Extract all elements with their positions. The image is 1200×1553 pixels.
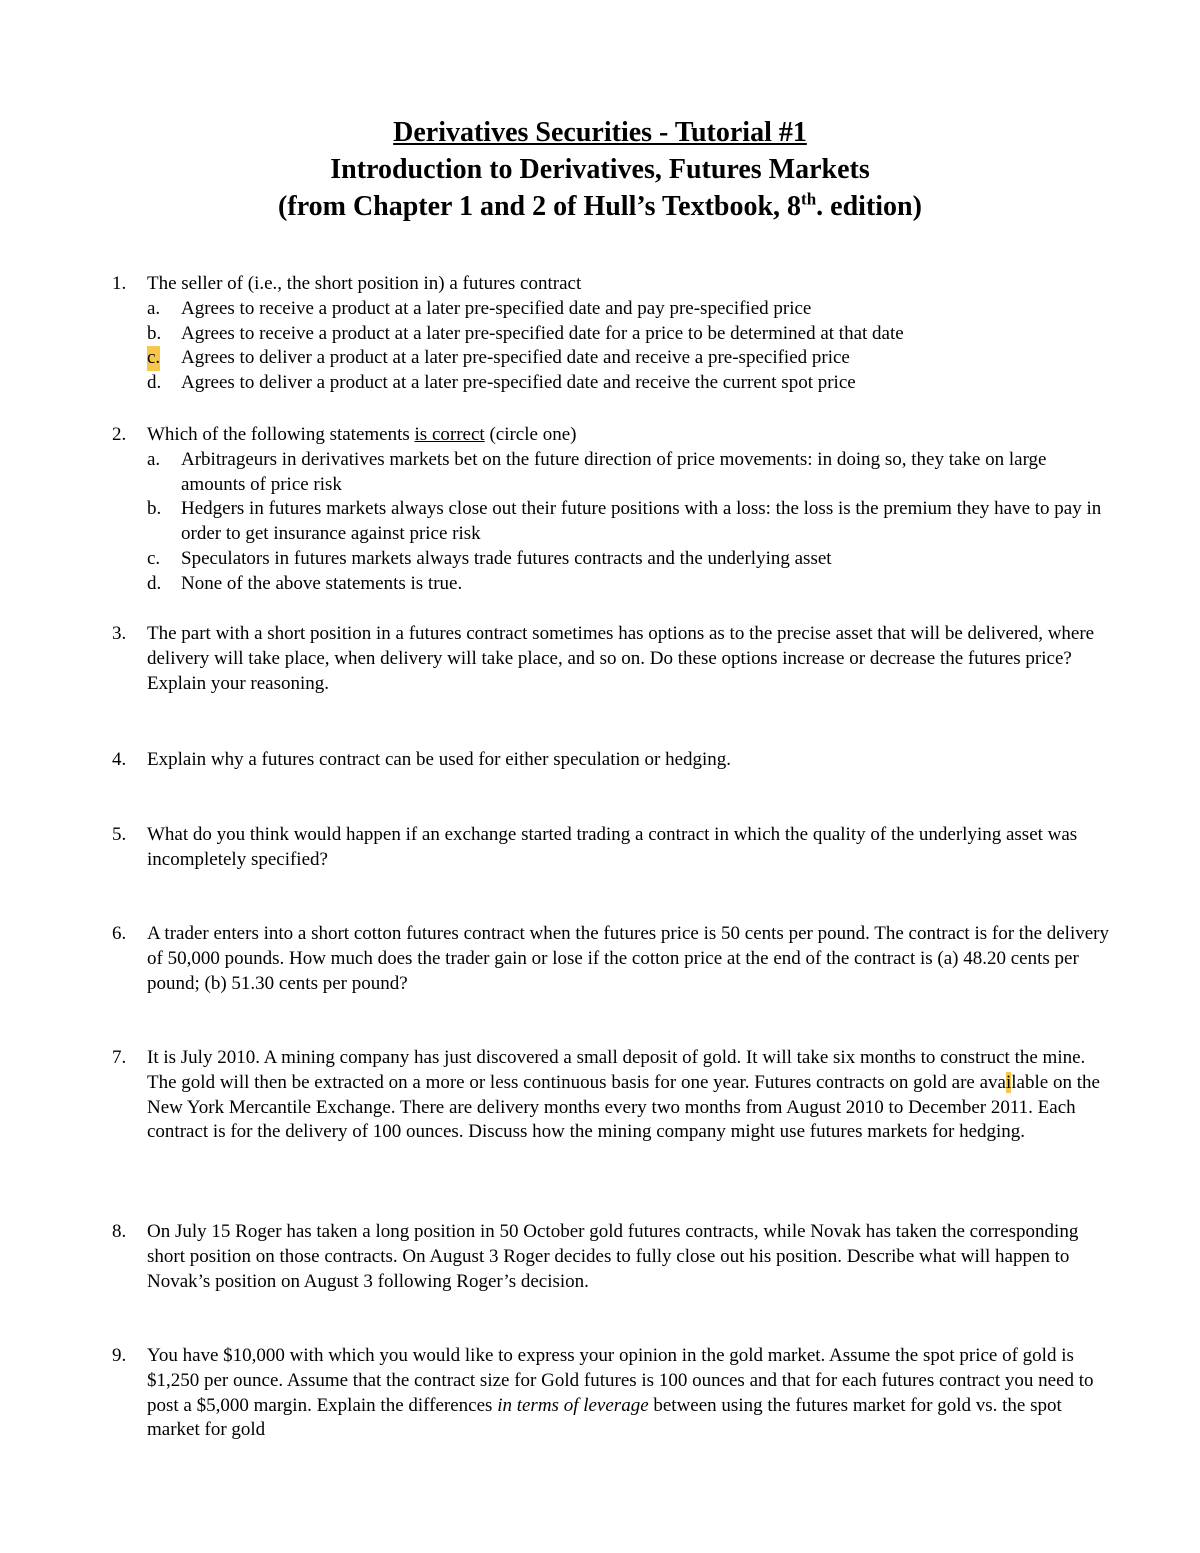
question-number: 2.: [112, 424, 127, 445]
option-letter: b.: [147, 322, 162, 344]
question-stem: The seller of (i.e., the short position in) a futures contract: [147, 273, 582, 294]
title-line-1: Derivatives Securities - Tutorial #1: [393, 117, 807, 148]
question-4: [112, 748, 1112, 773]
option-d-highlighted: [112, 572, 1112, 597]
option-letter: a.: [147, 448, 161, 470]
option-text: Agrees to deliver a product at a later pre-specified date and receive the current spot price: [181, 372, 856, 394]
question-5: [112, 823, 1112, 873]
option-letter: c.: [147, 547, 161, 569]
option-letter: b.: [147, 498, 162, 520]
option-text: Agrees to receive a product at a later pre-specified date and pay pre-specified price: [181, 297, 812, 319]
option-a: [112, 297, 1112, 322]
option-letter: d.: [147, 572, 162, 594]
option-c: [112, 346, 1112, 371]
option-a: [112, 448, 1112, 498]
question-number: 8.: [112, 1221, 127, 1242]
question-number: 7.: [112, 1047, 127, 1068]
question-text: On July 15 Roger has taken a long position in 50 October gold futures contracts, while Novak has taken the corresponding short position on those contracts. On August 3 Roger decides to fully close out his position. Describe what will happen to Novak’s position on August 3 following Roger’s decision.: [147, 1221, 1079, 1292]
highlighted-character: i: [1005, 1071, 1012, 1093]
stem-underlined-text: is correct: [414, 424, 485, 445]
question-8: [112, 1220, 1112, 1294]
question-text-part: It is July 2010. A mining company has just discovered a small deposit of gold. It will take six months to construct the mine. The gold will then be extracted on a more or less continuous basis for one year. Futures contracts on gold are ava: [147, 1047, 1086, 1093]
option-b: [112, 322, 1112, 347]
answer-options: [112, 297, 1112, 396]
option-text: None of the above statements is true.: [181, 572, 463, 594]
option-b: [112, 497, 1112, 547]
title-line-2: Introduction to Derivatives, Futures Markets: [330, 154, 870, 185]
question-number: 9.: [112, 1345, 127, 1366]
title-line-3-pre: (from Chapter 1 and 2 of Hull’s Textbook, 8: [278, 191, 802, 222]
question-text: Explain why a futures contract can be used for either speculation or hedging.: [147, 749, 732, 770]
question-text-part: You have $10,000 with which you would like to express your opinion in the gold market. Assume the spot price of gold is $1,250 per ounce. Assume that the contract size for Gold futures is 100 ounces and that for each futures contract you need to post a $5,000 margin. Explain the differences: [147, 1345, 1094, 1416]
title-line-3-post: . edition): [816, 191, 922, 222]
option-text: Agrees to receive a product at a later pre-specified date for a price to be determined at that date: [181, 322, 904, 344]
question-number: 5.: [112, 824, 127, 845]
option-text: Hedgers in futures markets always close out their future positions with a loss: the loss is the premium they have to pay in order to get insurance against price risk: [181, 498, 1102, 545]
stem-text: (circle one): [484, 424, 577, 445]
stem-text: Which of the following statements: [147, 424, 415, 445]
question-text: A trader enters into a short cotton futures contract when the futures price is 50 cents per pound. The contract is for the delivery of 50,000 pounds. How much does the trader gain or lose if the cotton price at the end of the contract is (a) 48.20 cents per pound; (b) 51.30 cents per pound?: [147, 923, 1110, 994]
title-line-3-sup: th: [801, 189, 817, 209]
question-9: [112, 1344, 1112, 1443]
question-number: 4.: [112, 749, 127, 770]
option-c: [112, 547, 1112, 572]
question-text-part: lable on the New York Mercantile Exchange. There are delivery months every two months from August 2010 to December 2011. Each contract is for the delivery of 100 ounces. Discuss how the mining company might use futures markets for hedging.: [147, 1071, 1100, 1143]
option-d: [112, 371, 1112, 396]
question-number: 6.: [112, 923, 127, 944]
answer-options: [112, 448, 1112, 597]
question-text: [147, 1344, 1112, 1443]
question-3: [112, 622, 1112, 696]
question-text: What do you think would happen if an exchange started trading a contract in which the quality of the underlying asset was incompletely specified?: [147, 824, 1078, 870]
question-1: [112, 272, 1112, 396]
question-text-part: between using the futures market for gold vs. the spot market for gold: [147, 1394, 1062, 1441]
italic-emphasis: in terms of leverage: [497, 1394, 649, 1416]
question-number: 1.: [112, 273, 127, 294]
option-text: Agrees to deliver a product at a later pre-specified date and receive a pre-specified price: [181, 347, 850, 369]
option-letter-highlighted: c.: [147, 346, 160, 371]
question-6: [112, 922, 1112, 996]
document-title: [0, 114, 1200, 151]
question-7: [112, 1046, 1112, 1145]
question-2: [112, 423, 1112, 597]
option-letter: d.: [147, 372, 162, 394]
question-stem: [147, 423, 1112, 448]
option-text: Arbitrageurs in derivatives markets bet on the future direction of price movements: in doing so, they take on large amounts of price risk: [181, 448, 1047, 495]
document-source-line: [0, 188, 1200, 225]
question-text: The part with a short position in a futures contract sometimes has options as to the precise asset that will be delivered, where delivery will take place, when delivery will take place, and so on. Do these options increase or decrease the futures price? Explain your reasoning.: [147, 623, 1095, 694]
question-text: [147, 1046, 1112, 1145]
option-letter: a.: [147, 297, 161, 319]
option-text: Speculators in futures markets always trade futures contracts and the underlying asset: [181, 547, 832, 569]
question-number: 3.: [112, 623, 127, 644]
document-subtitle: [0, 151, 1200, 188]
